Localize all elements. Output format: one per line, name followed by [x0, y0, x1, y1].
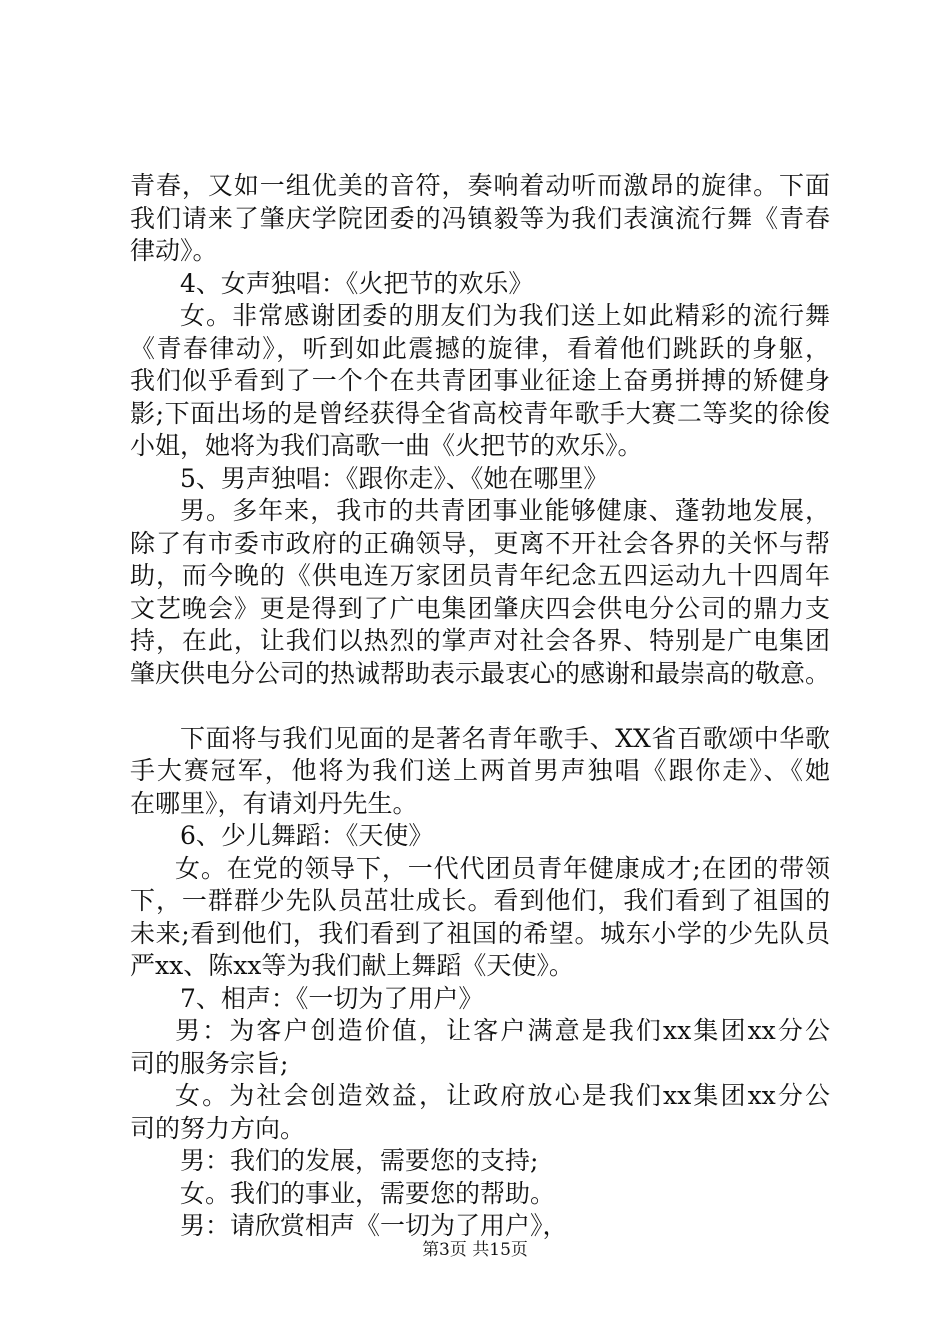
text-line: 除了有市委市政府的正确领导，更离不开社会各界的关怀与帮 [130, 528, 830, 558]
text-line: 女。非常感谢团委的朋友们为我们送上如此精彩的流行舞 [180, 301, 830, 330]
document-body [130, 170, 830, 1243]
section-heading: 7、相声：《一切为了用户》 [180, 983, 484, 1013]
text-line: 司的努力方向。 [130, 1113, 306, 1143]
text-line: 女。在党的领导下，一代代团员青年健康成才;在团的带领 [175, 853, 830, 883]
text-line: 男：我们的发展，需要您的支持; [180, 1146, 539, 1175]
text-line: 肇庆供电分公司的热诚帮助表示最衷心的感谢和最崇高的敬意。 [130, 658, 831, 688]
text-line: 影;下面出场的是曾经获得全省高校青年歌手大赛二等奖的徐俊 [130, 398, 830, 428]
text-line: 女。为社会创造效益，让政府放心是我们xx集团xx分公 [175, 1081, 830, 1110]
text-line: 下面将与我们见面的是著名青年歌手、XX省百歌颂中华歌 [180, 723, 830, 753]
text-line: 男：为客户创造价值，让客户满意是我们xx集团xx分公 [175, 1016, 830, 1045]
text-line: 手大赛冠军，他将为我们送上两首男声独唱《跟你走》、《她 [130, 756, 830, 785]
text-line: 下，一群群少先队员茁壮成长。看到他们，我们看到了祖国的 [130, 886, 830, 915]
text-line: 助，而今晚的《供电连万家团员青年纪念五四运动九十四周年 [130, 561, 830, 590]
text-line: 在哪里》，有请刘丹先生。 [130, 788, 418, 818]
blank-line [130, 690, 830, 723]
text-line: 女。我们的事业，需要您的帮助。 [180, 1178, 556, 1208]
section-heading: 6、少儿舞蹈：《天使》 [180, 821, 434, 850]
page-number-footer: 第3页 共15页 [422, 1240, 528, 1260]
text-line: 小姐，她将为我们高歌一曲《火把节的欢乐》。 [130, 431, 643, 460]
text-line: 男。多年来，我市的共青团事业能够健康、蓬勃地发展， [180, 496, 830, 525]
text-line: 严xx、陈xx等为我们献上舞蹈《天使》。 [130, 951, 574, 980]
text-line: 司的服务宗旨; [130, 1048, 289, 1078]
text-line: 《青春律动》，听到如此震撼的旋律，看着他们跳跃的身躯， [130, 333, 830, 363]
text-line: 我们请来了肇庆学院团委的冯镇毅等为我们表演流行舞《青春 [130, 203, 830, 233]
text-line: 持，在此，让我们以热烈的掌声对社会各界、特别是广电集团 [130, 626, 830, 655]
text-line: 律动》。 [130, 236, 218, 265]
text-line: 未来;看到他们，我们看到了祖国的希望。城东小学的少先队员 [130, 918, 830, 948]
text-line: 青春，又如一组优美的音符，奏响着动听而激昂的旋律。下面 [130, 171, 830, 200]
section-heading: 5、男声独唱：《跟你走》、《她在哪里》 [180, 463, 609, 493]
text-line: 我们似乎看到了一个个在共青团事业征途上奋勇拼搏的矫健身 [130, 366, 830, 395]
text-line: 男：请欣赏相声《一切为了用户》， [180, 1211, 568, 1240]
text-line: 文艺晚会》更是得到了广电集团肇庆四会供电分公司的鼎力支 [130, 593, 830, 623]
section-heading: 4、女声独唱：《火把节的欢乐》 [180, 268, 534, 298]
